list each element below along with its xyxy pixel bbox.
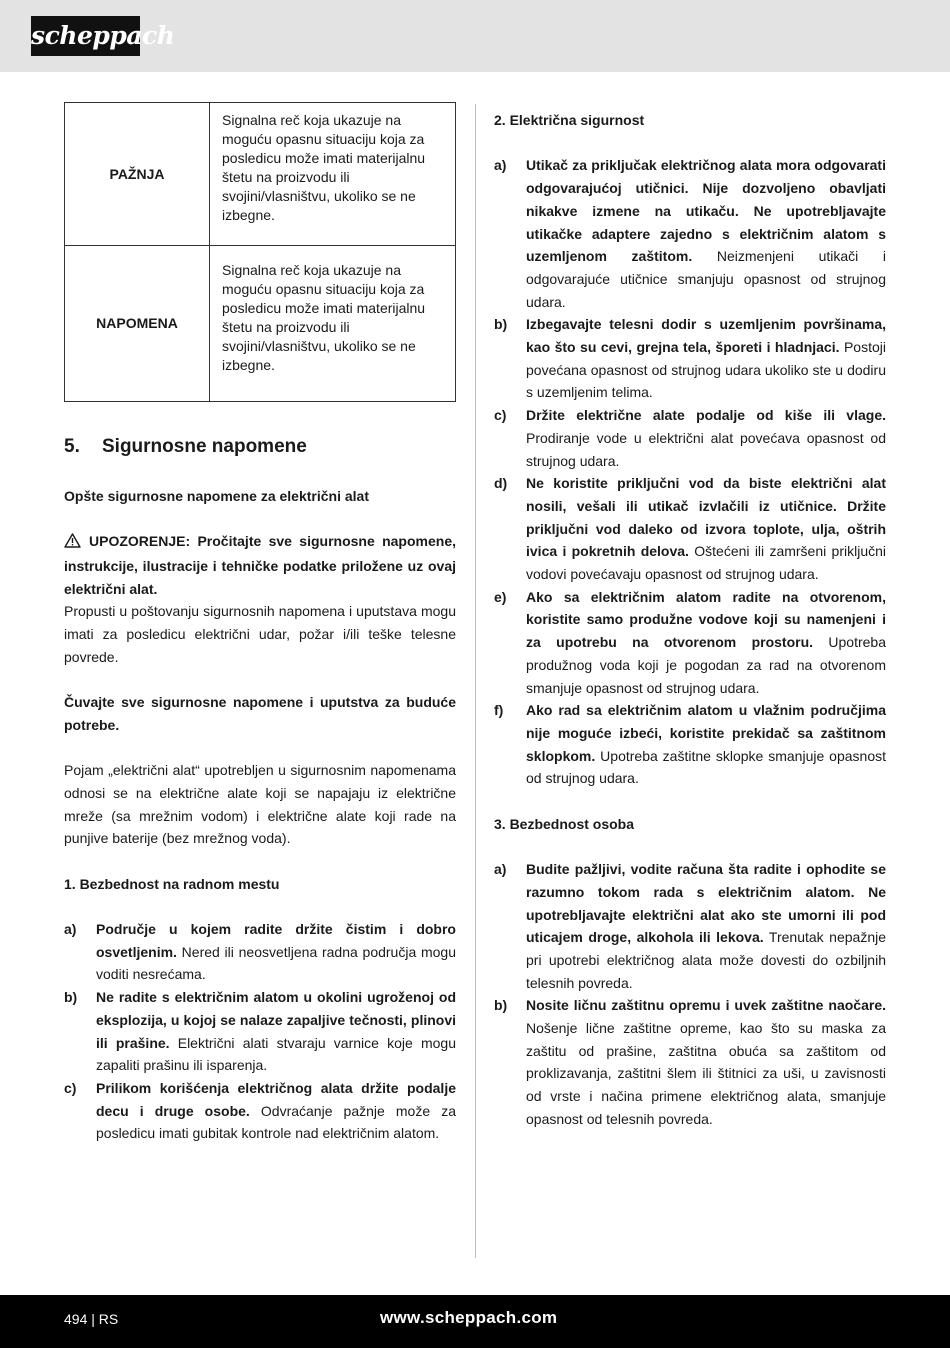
item-bold-text: Ako sa električnim alatom radite na otvorenom, koristite samo produžne vodove koji su namenjeni i za upotrebu na otvorenom prostoru. — [526, 588, 886, 651]
list-item — [494, 472, 886, 586]
item-text: Neizmenjeni utikači i odgovarajuće utičnice smanjuju opasnost od strujnog udara. — [526, 248, 887, 310]
item-label: f) — [494, 702, 504, 719]
scheppach-logo: scheppach — [31, 16, 140, 56]
item-bold-text: Ne radite s električnim alatom u okolini ugroženoj od eksplozija, u kojoj se nalaze zapaljive tečnosti, plinovi ili prašine. — [96, 989, 456, 1051]
workplace-safety-list — [64, 918, 456, 1145]
language-code: RS — [98, 1311, 119, 1327]
item-bold-text: Područje u kojem radite držite čistim i dobro osvetljenim. — [96, 920, 456, 960]
item-bold-text: Nosite ličnu zaštitnu opremu i uvek zaštitne naočare. — [526, 997, 886, 1014]
warning-block — [64, 530, 456, 668]
item-bold-text: Budite pažljivi, vodite računa šta radite i ophodite se razumno tokom rada s električnim alatom. Ne upotrebljavajte električni alat ako ste umorni ili pod uticajem droge, alkohola ili lekova. — [526, 861, 886, 946]
item-text: Trenutak nepažnje pri upotrebi električnog alata može dovesti do ozbiljnih telesnih povreda. — [526, 929, 887, 991]
item-text: Prodiranje vode u električni alat povećava opasnost od strujnog udara. — [526, 429, 886, 469]
item-text: Upotreba produžnog voda koji je pogodan za rad na otvorenom smanjuje opasnost od strujnog udara. — [526, 634, 886, 696]
table-row — [65, 103, 456, 246]
column-divider — [475, 104, 476, 1258]
section-subtitle: Opšte sigurnosne napomene za električni alat — [64, 487, 369, 504]
item-bold-text: Ne koristite priključni vod da biste električni alat nosili, vešali ili utikač izvlačili iz utičnice. Držite priključni vod daleko od izvora toplote, ulja, oštrih ivica i pokretnih delova. — [526, 475, 886, 560]
item-text: Odvraćanje pažnje može za posledicu imati gubitak kontrole nad električnim alatom. — [96, 1102, 456, 1142]
page-number-value: 494 — [64, 1311, 88, 1327]
list-item — [494, 858, 886, 994]
warning-bold-text: Pročitajte sve sigurnosne napomene, instrukcije, ilustracije i tehničke podatke priložene uz ovaj električni alat. — [64, 533, 457, 597]
section-heading — [64, 436, 456, 459]
item-text: Upotreba zaštitne sklopke smanjuje opasnost od strujnog udara. — [526, 747, 887, 787]
section-title: Sigurnosne napomene — [102, 436, 307, 457]
section-number: 5. — [64, 436, 80, 457]
signal-description: Signalna reč koja ukazuje na moguću opasnu situaciju koja za posledicu može imati materijalnu štetu na proizvodu ili svojini/vlasništvu, ukoliko se ne izbegne. — [210, 103, 456, 246]
list-item — [494, 994, 886, 1130]
item-text: Oštećeni ili zamršeni priključni vodovi povećavaju opasnost od strujnog udara. — [526, 543, 887, 583]
electrical-safety-list — [494, 154, 886, 790]
warning-triangle-icon — [64, 532, 81, 555]
item-text: Električni alati stvaraju varnice koje mogu zapaliti prašinu ili isparenja. — [96, 1034, 456, 1074]
item-bold-text: Držite električne alate podalje od kiše ili vlage. — [526, 407, 886, 424]
left-column — [64, 102, 456, 1145]
list-item — [64, 1077, 456, 1145]
footer-bar — [0, 1295, 950, 1348]
signal-word-table — [64, 102, 456, 402]
item-label: e) — [494, 588, 507, 605]
personal-safety-list — [494, 858, 886, 1130]
list-item — [494, 586, 886, 700]
definition-paragraph: Pojam „električni alat“ upotrebljen u sigurnosnim napomenama odnosi se na električne alate koji se napajaju iz električne mreže (sa mrežnim vodom) i električne alate koji rade na punjive baterije (bez mrežnog voda). — [64, 762, 456, 847]
item-label: a) — [494, 157, 507, 174]
item-label: a) — [64, 920, 77, 937]
list-item — [494, 699, 886, 790]
item-label: b) — [494, 316, 508, 333]
list-item — [494, 313, 886, 404]
personal-safety-heading: 3. Bezbednost osoba — [494, 815, 635, 832]
page-number: 494 | RS — [64, 1311, 119, 1327]
workplace-safety-heading: 1. Bezbednost na radnom mestu — [64, 875, 280, 892]
item-text: Postoji povećana opasnost od strujnog udara ukoliko ste u dodiru s uzemljenim telima. — [526, 339, 886, 401]
item-label: b) — [494, 997, 508, 1014]
list-item — [64, 986, 456, 1077]
item-text: Nošenje lične zaštitne opreme, kao što su maska za zaštitu od prašine, zaštitna obuća sa zaštitom od proklizavanja, zaštitni šlem ili štitnici za uši, u zavisnosti od vrste i načina primene električnog alata, smanjuje opasnost od telesnih povreda. — [526, 1020, 886, 1127]
list-item — [64, 918, 456, 986]
electrical-safety-heading: 2. Električna sigurnost — [494, 112, 645, 128]
warning-label: UPOZORENJE: — [89, 533, 191, 550]
item-bold-text: Izbegavajte telesni dodir s uzemljenim površinama, kao što su cevi, grejna tela, šporeti i hladnjaci. — [526, 316, 886, 356]
website-link[interactable]: www.scheppach.com — [380, 1308, 558, 1327]
item-label: a) — [494, 861, 507, 878]
signal-term: PAŽNJA — [65, 103, 210, 246]
item-bold-text: Utikač za priključak električnog alata mora odgovarati odgovarajućoj utičnici. Nije dozvoljeno obavljati nikakve izmene na utikaču. Ne upotrebljavajte utikačke adaptere zajedno s električnim alatom s uzemljenom zaštitom. — [526, 157, 886, 265]
item-label: c) — [64, 1079, 77, 1096]
item-label: c) — [494, 407, 507, 424]
header-bar — [0, 0, 950, 72]
signal-description: Signalna reč koja ukazuje na moguću opasnu situaciju koja za posledicu može imati materijalnu štetu na proizvodu ili svojini/vlasništvu, ukoliko se ne izbegne. — [210, 246, 456, 402]
signal-term: NAPOMENA — [65, 246, 210, 402]
item-bold-text: Ako rad sa električnim alatom u vlažnim područjima nije moguće izbeći, koristite prekidač sa zaštitnom sklopkom. — [526, 702, 886, 764]
list-item — [494, 154, 886, 313]
right-column — [494, 102, 886, 1131]
item-bold-text: Prilikom korišćenja električnog alata držite podalje decu i druge osobe. — [96, 1079, 456, 1119]
warning-text: Propusti u poštovanju sigurnosnih napomena i uputstava mogu imati za posledicu električni udar, požar i/ili teške telesne povrede. — [64, 603, 456, 665]
list-item — [494, 404, 886, 472]
item-label: b) — [64, 989, 78, 1006]
keep-instructions-note: Čuvajte sve sigurnosne napomene i uputstva za buduće potrebe. — [64, 694, 456, 733]
table-row — [65, 246, 456, 402]
item-label: d) — [494, 475, 508, 492]
item-text: Nered ili neosvetljena radna područja mogu voditi nesrećama. — [96, 943, 456, 983]
